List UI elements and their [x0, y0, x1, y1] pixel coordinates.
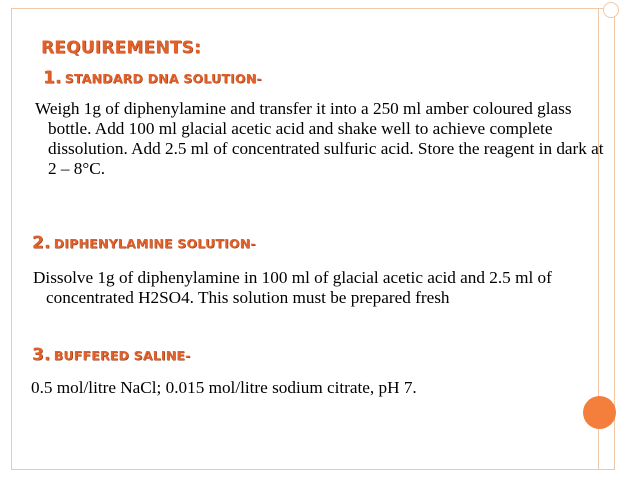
section-number: 2. — [32, 233, 51, 253]
decorative-circle-outline — [603, 2, 619, 18]
section-body-standard-dna: Weigh 1g of diphenylamine and transfer it into a 250 ml amber coloured glass bottle. Add 100 ml glacial acetic acid and shake well to achieve complete dissolution. Add 2.5 ml of concentrated sulfuric acid. Store the reagent in dark at 2 – 8°C. — [35, 99, 604, 178]
slide-title: REQUIREMENTS: — [41, 38, 201, 58]
section-body-buffered-saline: 0.5 mol/litre NaCl; 0.015 mol/litre sodium citrate, pH 7. — [31, 378, 417, 397]
section-body-diphenylamine: Dissolve 1g of diphenylamine in 100 ml of glacial acetic acid and 2.5 ml of concentrated H2SO4. This solution must be prepared fresh — [33, 268, 552, 307]
section-heading-buffered-saline — [32, 345, 191, 365]
section-heading-text: STANDARD DNA SOLUTION- — [64, 71, 262, 86]
section-number: 1. — [43, 68, 62, 88]
decorative-circle-filled — [583, 396, 616, 429]
section-number: 3. — [32, 345, 51, 365]
section-heading-standard-dna — [43, 68, 262, 88]
section-heading-text: DIPHENYLAMINE SOLUTION- — [53, 236, 256, 251]
section-heading-diphenylamine — [32, 233, 256, 253]
section-heading-text: BUFFERED SALINE- — [53, 348, 191, 363]
